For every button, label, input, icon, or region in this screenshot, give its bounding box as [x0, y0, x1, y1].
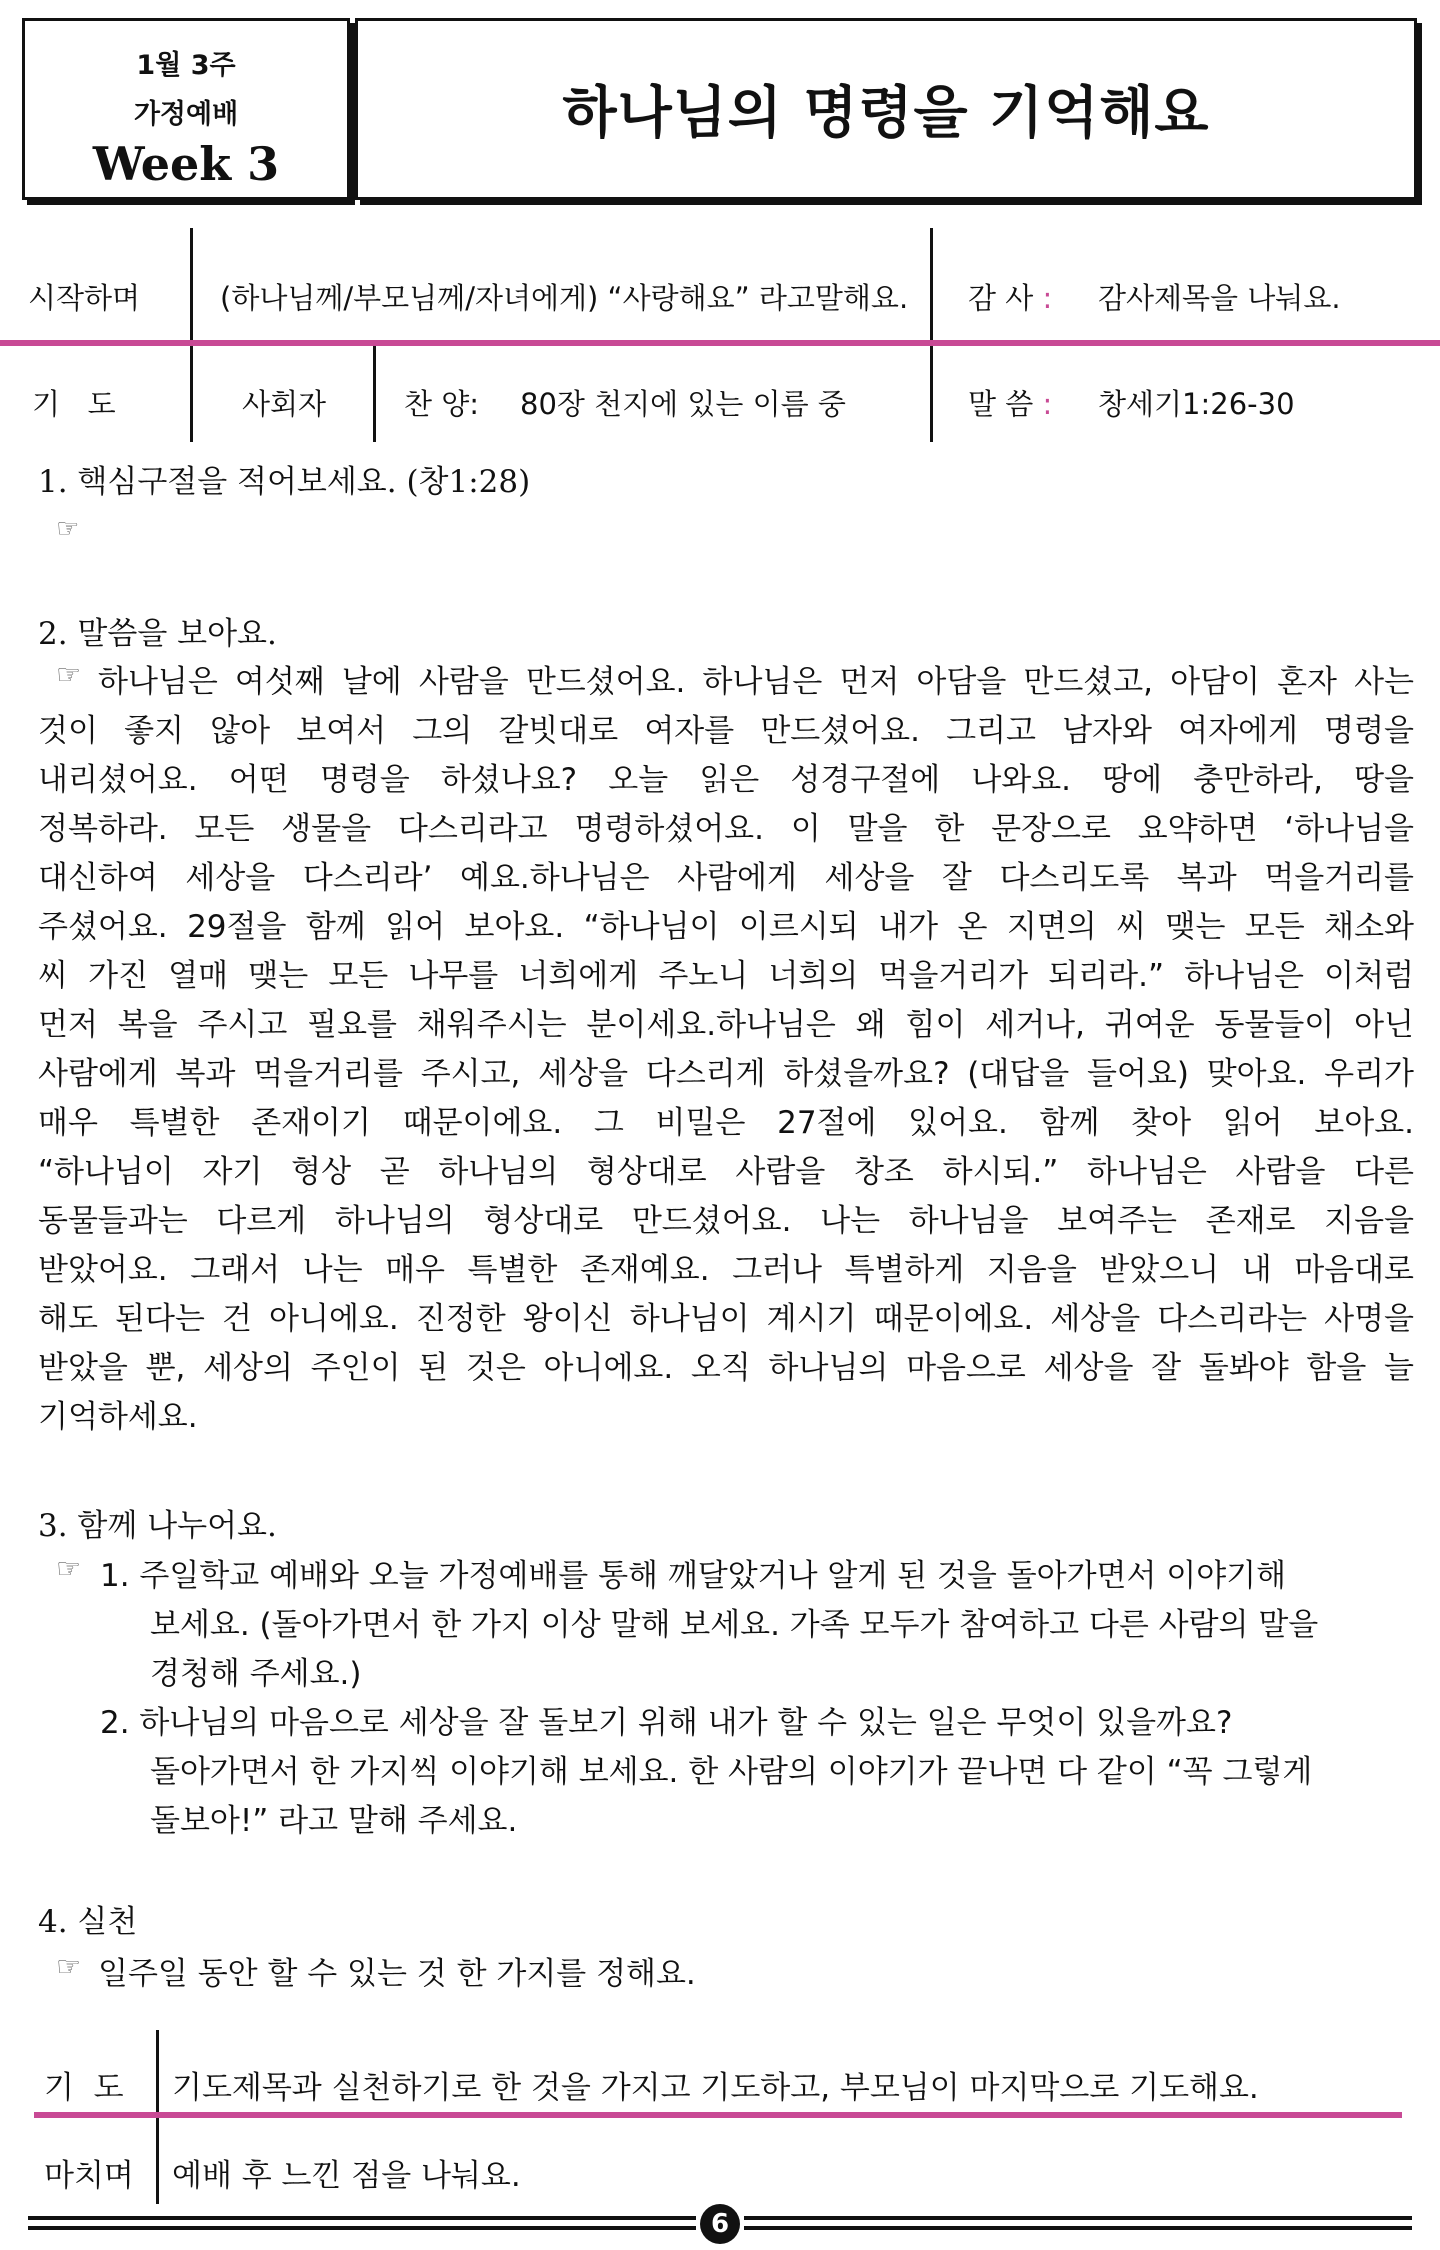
page-title: 하나님의 명령을 기억해요: [562, 81, 1210, 146]
info-divider: [190, 228, 193, 340]
scripture-line: 매우 특별한 존재이기 때문이에요. 그 비밀은 27절에 있어요. 함께 찾아 읽어 보아요.: [38, 1105, 1414, 1141]
start-content: (하나님께/부모님께/자녀에게) “사랑해요” 라고말해요.: [220, 281, 909, 315]
start-label: 시작하며: [28, 281, 141, 315]
week-label: 1월 3주: [136, 50, 236, 81]
info-divider: [190, 342, 193, 442]
scripture-line: 내리셨어요. 어떤 명령을 하셨나요? 오늘 읽은 성경구절에 나와요. 땅에 충만하라, 땅을: [38, 762, 1414, 798]
footer-rule: [28, 2216, 696, 2220]
week-label-box: [22, 18, 350, 200]
closing-end-text: 예배 후 느낀 점을 나눠요.: [172, 2158, 521, 2194]
scripture-line: 하나님은 여섯째 날에 사람을 만드셨어요. 하나님은 먼저 아담을 만드셨고, 아담이 혼자 사는: [98, 664, 1414, 700]
scripture-line: 정복하라. 모든 생물을 다스리라고 명령하셨어요. 이 말을 한 문장으로 요약하면 ‘하나님을: [38, 811, 1414, 847]
scripture-line: 기억하세요.: [38, 1399, 198, 1435]
footer-rule: [28, 2226, 696, 2230]
discussion-line: 돌보아!” 라고 말해 주세요.: [150, 1803, 518, 1839]
discussion-line: 보세요. (돌아가면서 한 가지 이상 말해 보세요. 가족 모두가 참여하고 다른 사람의 말을: [150, 1607, 1319, 1643]
discussion-line: 1. 주일학교 예배와 오늘 가정예배를 통해 깨달았거나 알게 된 것을 돌아가면서 이야기해: [100, 1558, 1287, 1594]
thanks-content: 감사제목을 나눠요.: [1098, 281, 1341, 315]
hymn-label: 찬 양:: [404, 387, 480, 421]
thanks-field: [968, 276, 1052, 317]
discussion-line: 돌아가면서 한 가지씩 이야기해 보세요. 한 사람의 이야기가 끝나면 다 같이 “꼭 그렇게: [150, 1754, 1313, 1790]
scripture-line: 받았을 뿐, 세상의 주인이 된 것은 아니에요. 오직 하나님의 마음으로 세상을 잘 돌봐야 함을 늘: [38, 1350, 1414, 1386]
thanks-colon: :: [1042, 281, 1053, 315]
scripture-line: 받았어요. 그래서 나는 매우 특별한 존재예요. 그러나 특별하게 지음을 받았으니 내 마음대로: [38, 1252, 1414, 1288]
scripture-line: 주셨어요. 29절을 함께 읽어 보아요. “하나님이 이르시되 내가 온 지면의 씨 맺는 모든 채소와: [38, 909, 1414, 945]
week-en-label: Week 3: [92, 137, 280, 191]
thanks-label: 감 사: [968, 281, 1034, 315]
footer-rule: [744, 2226, 1412, 2230]
scripture-line: 씨 가진 열매 맺는 모든 나무를 너희에게 주노니 너희의 먹을거리가 되리라.” 하나님은 이처럼: [38, 958, 1414, 994]
section-2-title: 2. 말씀을 보아요.: [38, 616, 277, 652]
word-field: [968, 382, 1052, 423]
scripture-line: 사람에게 복과 먹을거리를 주시고, 세상을 다스리게 하셨을까요? (대답을 들어요) 맞아요. 우리가: [38, 1056, 1414, 1092]
hand-pointer-icon: ☞: [56, 1950, 82, 1983]
scripture-line: 먼저 복을 주시고 필요를 채워주시는 분이세요.하나님은 왜 힘이 세거나, 귀여운 동물들이 아닌: [38, 1007, 1414, 1043]
info-divider: [373, 342, 376, 442]
discussion-line: 2. 하나님의 마음으로 세상을 잘 돌보기 위해 내가 할 수 있는 일은 무엇이 있을까요?: [100, 1705, 1233, 1741]
word-colon: :: [1042, 387, 1053, 421]
title-box: [355, 18, 1417, 200]
closing-prayer-text: 기도제목과 실천하기로 한 것을 가지고 기도하고, 부모님이 마지막으로 기도해요.: [172, 2070, 1259, 2106]
scripture-line: 동물들과는 다르게 하나님의 형상대로 만드셨어요. 나는 하나님을 보여주는 존재로 지음을: [38, 1203, 1414, 1239]
page-number: 6: [700, 2204, 740, 2244]
scripture-line: 것이 좋지 않아 보여서 그의 갈빗대로 여자를 만드셨어요. 그리고 남자와 여자에게 명령을: [38, 713, 1414, 749]
closing-divider: [156, 2030, 159, 2114]
hand-pointer-icon: ☞: [56, 658, 82, 691]
discussion-line: 경청해 주세요.): [150, 1656, 362, 1692]
word-reference: 창세기1:26-30: [1098, 387, 1295, 421]
info-divider: [930, 342, 933, 442]
hymn-title: 80장 천지에 있는 이름 중: [520, 387, 846, 421]
info-row-divider: [0, 340, 1440, 346]
section-4-title: 4. 실천: [38, 1904, 138, 1940]
info-divider: [930, 228, 933, 340]
section-1-title: 1. 핵심구절을 적어보세요. (창1:28): [38, 464, 531, 500]
section-3-title: 3. 함께 나누어요.: [38, 1508, 277, 1544]
closing-end-label: 마치며: [44, 2158, 134, 2194]
scripture-line: “하나님이 자기 형상 곧 하나님의 형상대로 사람을 창조 하시되.” 하나님은 사람을 다른: [38, 1154, 1414, 1190]
hand-pointer-icon: ☞: [56, 1552, 82, 1585]
leader-label: 사회자: [242, 387, 327, 421]
scripture-line: 해도 된다는 건 아니에요. 진정한 왕이신 하나님이 계시기 때문이에요. 세상을 다스리라는 사명을: [38, 1301, 1414, 1337]
closing-row-divider: [34, 2112, 1402, 2118]
closing-prayer-label: 기 도: [44, 2070, 124, 2106]
closing-divider: [156, 2118, 159, 2204]
footer-rule: [744, 2216, 1412, 2220]
scripture-line: 대신하여 세상을 다스리라’ 예요.하나님은 사람에게 세상을 잘 다스리도록 복과 먹을거리를: [38, 860, 1414, 896]
prayer-label: 기 도: [32, 387, 116, 421]
word-label: 말 씀: [968, 387, 1034, 421]
hand-pointer-icon: ☞: [56, 514, 80, 544]
practice-text: 일주일 동안 할 수 있는 것 한 가지를 정해요.: [98, 1956, 696, 1992]
worship-label: 가정예배: [133, 99, 239, 130]
